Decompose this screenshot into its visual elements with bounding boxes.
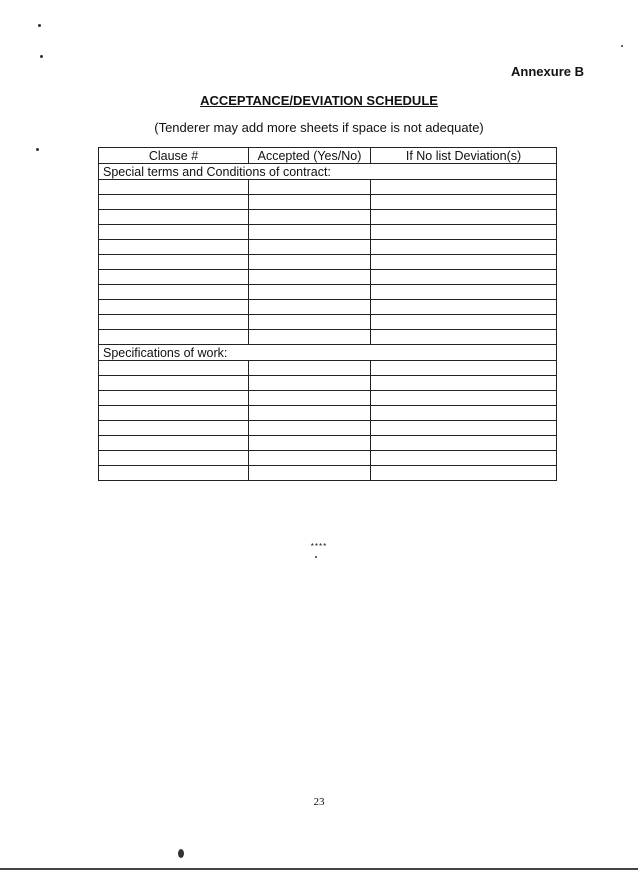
accepted-cell[interactable] — [249, 180, 371, 195]
table-row — [99, 270, 557, 285]
accepted-cell[interactable] — [249, 376, 371, 391]
schedule-table — [98, 147, 557, 481]
section-row — [99, 345, 557, 361]
accepted-cell[interactable] — [249, 406, 371, 421]
deviation-cell[interactable] — [371, 391, 557, 406]
section-label: Special terms and Conditions of contract: — [99, 164, 557, 180]
scan-speck — [315, 556, 317, 558]
deviation-cell[interactable] — [371, 240, 557, 255]
annexure-label: Annexure B — [511, 64, 584, 79]
deviation-cell[interactable] — [371, 180, 557, 195]
deviation-cell[interactable] — [371, 436, 557, 451]
clause-cell[interactable] — [99, 330, 249, 345]
document-title: ACCEPTANCE/DEVIATION SCHEDULE — [200, 93, 438, 108]
deviation-cell[interactable] — [371, 225, 557, 240]
deviation-cell[interactable] — [371, 210, 557, 225]
scan-speck — [40, 55, 43, 58]
table-row — [99, 421, 557, 436]
scan-speck — [621, 45, 623, 47]
table-row — [99, 406, 557, 421]
accepted-cell[interactable] — [249, 451, 371, 466]
table-row — [99, 285, 557, 300]
table-row — [99, 315, 557, 330]
clause-cell[interactable] — [99, 270, 249, 285]
table-row — [99, 210, 557, 225]
table-row — [99, 451, 557, 466]
deviation-cell[interactable] — [371, 300, 557, 315]
table-row — [99, 330, 557, 345]
clause-cell[interactable] — [99, 421, 249, 436]
section-label: Specifications of work: — [99, 345, 557, 361]
table-row — [99, 361, 557, 376]
clause-cell[interactable] — [99, 451, 249, 466]
document-subtitle: (Tenderer may add more sheets if space is not adequate) — [154, 120, 484, 135]
clause-cell[interactable] — [99, 376, 249, 391]
clause-cell[interactable] — [99, 361, 249, 376]
clause-cell[interactable] — [99, 315, 249, 330]
clause-cell[interactable] — [99, 240, 249, 255]
accepted-cell[interactable] — [249, 361, 371, 376]
clause-cell[interactable] — [99, 436, 249, 451]
column-header-accepted: Accepted (Yes/No) — [249, 148, 371, 164]
scan-speck — [38, 24, 41, 27]
table-row — [99, 255, 557, 270]
section-row — [99, 164, 557, 180]
column-header-deviation: If No list Deviation(s) — [371, 148, 557, 164]
scan-speck — [36, 148, 39, 151]
accepted-cell[interactable] — [249, 466, 371, 481]
accepted-cell[interactable] — [249, 436, 371, 451]
deviation-cell[interactable] — [371, 376, 557, 391]
clause-cell[interactable] — [99, 391, 249, 406]
accepted-cell[interactable] — [249, 300, 371, 315]
scan-speck — [178, 849, 184, 858]
accepted-cell[interactable] — [249, 195, 371, 210]
accepted-cell[interactable] — [249, 330, 371, 345]
page-number: 23 — [313, 796, 325, 808]
table-row — [99, 436, 557, 451]
deviation-cell[interactable] — [371, 330, 557, 345]
accepted-cell[interactable] — [249, 255, 371, 270]
deviation-cell[interactable] — [371, 361, 557, 376]
deviation-cell[interactable] — [371, 421, 557, 436]
table-row — [99, 376, 557, 391]
deviation-cell[interactable] — [371, 255, 557, 270]
accepted-cell[interactable] — [249, 270, 371, 285]
clause-cell[interactable] — [99, 180, 249, 195]
table-row — [99, 195, 557, 210]
clause-cell[interactable] — [99, 406, 249, 421]
clause-cell[interactable] — [99, 210, 249, 225]
table-row — [99, 225, 557, 240]
deviation-cell[interactable] — [371, 406, 557, 421]
table-row — [99, 391, 557, 406]
deviation-cell[interactable] — [371, 315, 557, 330]
clause-cell[interactable] — [99, 285, 249, 300]
table-row — [99, 240, 557, 255]
deviation-cell[interactable] — [371, 451, 557, 466]
accepted-cell[interactable] — [249, 315, 371, 330]
accepted-cell[interactable] — [249, 225, 371, 240]
clause-cell[interactable] — [99, 195, 249, 210]
column-header-clause: Clause # — [99, 148, 249, 164]
deviation-cell[interactable] — [371, 285, 557, 300]
accepted-cell[interactable] — [249, 285, 371, 300]
clause-cell[interactable] — [99, 466, 249, 481]
end-marker: **** — [310, 542, 328, 551]
deviation-cell[interactable] — [371, 270, 557, 285]
page-bottom-edge — [0, 868, 638, 870]
accepted-cell[interactable] — [249, 421, 371, 436]
clause-cell[interactable] — [99, 255, 249, 270]
table-row — [99, 466, 557, 481]
clause-cell[interactable] — [99, 300, 249, 315]
schedule-table-body — [99, 164, 557, 481]
deviation-cell[interactable] — [371, 195, 557, 210]
clause-cell[interactable] — [99, 225, 249, 240]
accepted-cell[interactable] — [249, 240, 371, 255]
table-row — [99, 180, 557, 195]
accepted-cell[interactable] — [249, 391, 371, 406]
deviation-cell[interactable] — [371, 466, 557, 481]
accepted-cell[interactable] — [249, 210, 371, 225]
table-row — [99, 300, 557, 315]
table-header-row — [99, 148, 557, 164]
